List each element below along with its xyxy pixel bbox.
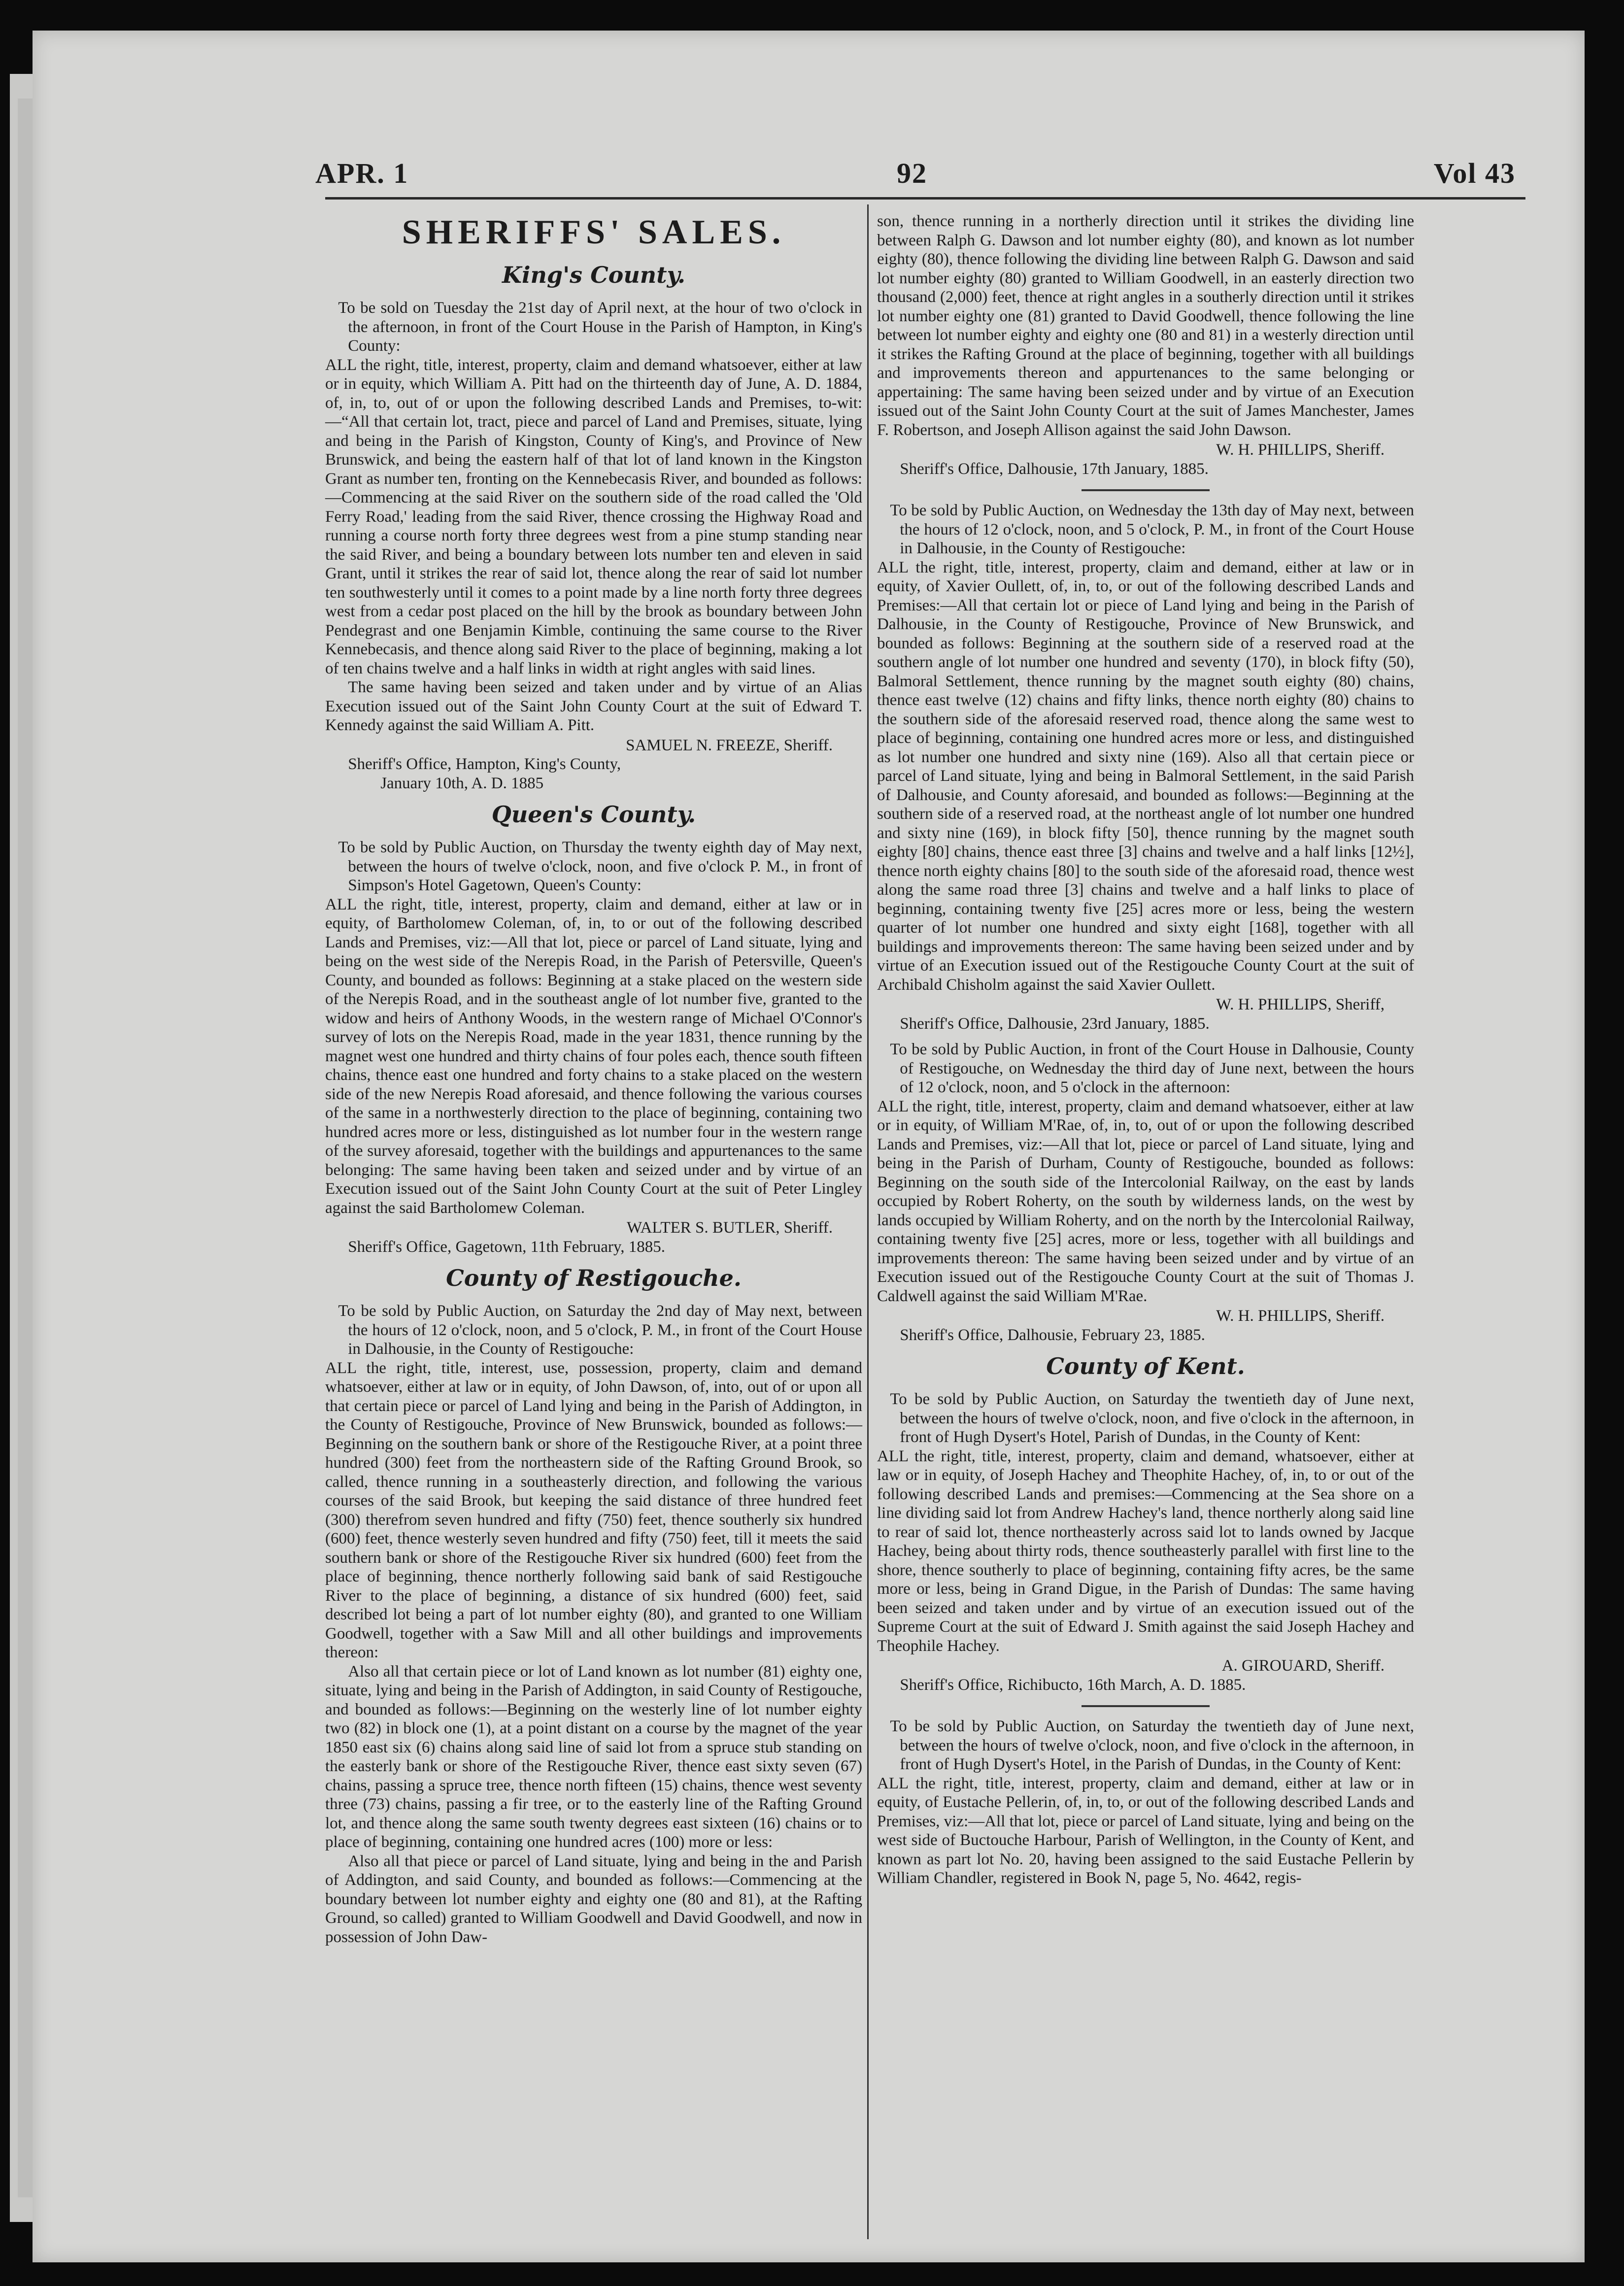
notice-body: ALL the right, title, interest, property, claim and demand whatsoever, either at law or in equity, of William M'Rae, of, in, to, out of or upon the following described Lands and Premises, viz:—All that lot, piece or parcel of Land situate, lying and being in the Parish of Durham, County of Restigouche, bounded as follows: Beginning on the south side of the Intercolonial Railway, on the east by lands occupied by Robert Roherty, on the south by wilderness lands, on the west by lands occupied by William Roherty, and on the north by the Intercolonial Railway, containing twenty five [25] acres, more or less, together with all buildings and improvements thereon: The same having been seized under and by virtue of an Execution issued out of the Restigouche County Court at the suit of Thomas J. Caldwell against the said William M'Rae.: [877, 1097, 1414, 1305]
sheriff-signature: W. H. PHILLIPS, Sheriff.: [1216, 441, 1385, 459]
sheriff-signature: A. GIROUARD, Sheriff.: [1221, 1657, 1385, 1675]
dawson-notice-continued: [877, 212, 1414, 478]
hachey-notice: [877, 1390, 1414, 1694]
notice-lead: To be sold by Public Auction, on Thursday the twenty eighth day of May next, between the hours of twelve o'clock, noon, and five o'clock P. M., in front of Simpson's Hotel Gagetown, Queen's County:: [338, 839, 862, 894]
notice-body: ALL the right, title, interest, use, possession, property, claim and demand whatsoever, either at law or in equity, of John Dawson, of, into, out of or upon all that certain piece or parcel of Land lying and being in the Parish of Addington, in the County of Restigouche, Province of New Brunswick, bounded as follows:—Beginning on the southern bank or shore of the Restigouche River, at a point three hundred (300) feet from the northeastern side of the Rafting Ground Brook, so called, thence running in a southeasterly direction, and following the various courses of the said Brook, but keeping the said distance of three hundred feet (300) therefrom seven hundred and fifty (750) feet, thence southerly six hundred (600) feet, thence westerly seven hundred and fifty (750) feet, till it meets the said southern bank or shore of the Restigouche River six hundred (600) feet from the place of beginning, thence northerly following said bank of said Restigouche River to the place of beginning, a distance of six hundred (600) feet, said described lot being a part of lot number eighty (80), and granted to one William Goodwell, together with a Saw Mill and all other buildings and improvements thereon:: [325, 1359, 862, 1661]
sheriff-office: Sheriff's Office, Dalhousie, February 23, 1885.: [900, 1326, 1205, 1344]
notice-body: ALL the right, title, interest, property, claim and demand, either at law or in equity, of Eustache Pellerin, of, in, to, or out of the following described Lands and Premises, viz:—All that lot, piece or parcel of Land situate, lying and being on the west side of Buctouche Harbour, Parish of Wellington, in the County of Kent, and known as part lot No. 20, having been assigned to the said Eustache Pellerin by William Chandler, registered in Book N, page 5, No. 4642, regis-: [877, 1774, 1414, 1887]
header-date: APR. 1: [315, 157, 409, 189]
sheriff-office: Sheriff's Office, Dalhousie, 17th January, 1885.: [900, 460, 1209, 478]
sheriff-office: Sheriff's Office, Richibucto, 16th March, A. D. 1885.: [900, 1676, 1246, 1694]
notice-lead: To be sold on Tuesday the 21st day of April next, at the hour of two o'clock in the afternoon, in front of the Court House in the Parish of Hampton, in King's County:: [338, 299, 862, 355]
queens-county-notice: [325, 838, 862, 1256]
restigouche-county-heading: County of Restigouche.: [446, 1265, 742, 1291]
notice-body: ALL the right, title, interest, property, claim and demand, either at law or in equity, of Xavier Oullett, of, in, to, or out of the following described Lands and Premises:—All that certain lot or piece of Land lying and being in the Parish of Dalhousie, in the County of Restigouche, Province of New Brunswick, and bounded as follows: Beginning at the southern side of a reserved road at the southern angle of lot number one hundred and seventy (170), in block fifty (50), Balmoral Settlement, thence running by the magnet south eighty (80) chains, thence east twelve (12) chains and fifty links, thence north eighty (80) chains to the southern side of the aforesaid reserved road, thence along the same west to place of beginning, containing one hundred acres more or less, and distinguished as lot number one hundred and sixty nine (169). Also all that certain piece or parcel of Land situate, lying and being in Balmoral Settlement, in the said Parish of Dalhousie, and County aforesaid, and bounded as follows:—Beginning at the southern side of a reserved road, at the northeast angle of lot number one hundred and sixty nine (169), in block fifty [50], thence running by the magnet south eighty [80] chains, thence east three [3] chains and twelve and a half links [12½], thence north eighty chains [80] to the south side of the aforesaid road, thence west along the same road three [3] chains and twelve and a half links to place of beginning, containing twenty five [25] acres more or less, being the western quarter of lot number one hundred and sixty eight [168], together with all buildings and improvements thereon: The same having been seized under and by virtue of an Execution issued out of the Restigouche County Court at the suit of Archibald Chisholm against the said Xavier Oullett.: [877, 558, 1414, 994]
sheriff-office: Sheriff's Office, Dalhousie, 23rd January, 1885.: [900, 1014, 1210, 1033]
sheriff-office: Sheriff's Office, Gagetown, 11th February, 1885.: [348, 1238, 665, 1256]
kings-county-notice: [325, 299, 862, 793]
mcrae-notice: [877, 1040, 1414, 1345]
kings-county-heading: King's County.: [502, 262, 685, 288]
header-rule: [325, 197, 1525, 200]
sheriff-signature: WALTER S. BUTLER, Sheriff.: [627, 1219, 833, 1237]
sheriff-signature: W. H. PHILLIPS, Sheriff,: [1216, 996, 1385, 1013]
notice-body: Also all that certain piece or lot of Land known as lot number (81) eighty one, situate, lying and being in the Parish of Addington, in said County of Restigouche, and bounded as follows:—Beginning on the westerly line of lot number eighty two (82) in block one (1), at a point distant on a course by the magnet of the year 1850 east six (6) chains along said line of said lot from a spruce stub standing on the easterly bank or shore of the Restigouche River, thence east sixty seven (67) chains, passing a spruce tree, thence north fifteen (15) chains, thence west seventy three (73) chains, passing a fir tree, or to the easterly line of the Rafting Ground lot, and thence along the same south twenty degrees east sixteen (16) chains or to place of beginning, containing one hundred acres (100) more or less:: [325, 1662, 862, 1851]
notice-rule: [1082, 1705, 1210, 1707]
header-page-number: 92: [897, 157, 927, 189]
pellerin-notice: [877, 1717, 1414, 1888]
notice-lead: To be sold by Public Auction, on Saturday the 2nd day of May next, between the hours of 12 o'clock, noon, and 5 o'clock, P. M., in front of the Court House in Dalhousie, in the County of Restigouche:: [338, 1302, 862, 1358]
queens-county-heading: Queen's County.: [491, 801, 696, 828]
masthead-title: SHERIFFS' SALES.: [402, 213, 786, 251]
notice-date: January 10th, A. D. 1885: [380, 774, 544, 792]
notice-body: ALL the right, title, interest, property, claim and demand, whatsoever, either at law or in equity, of Joseph Hachey and Theophite Hachey, of, in, to or out of the following described Lands and premises:—Commencing at the Sea shore on a line dividing said lot from Andrew Hachey's land, thence northerly along said line to rear of said lot, thence northeasterly across said lot to lands owned by Jacque Hachey, being about thirty rods, thence southeasterly parallel with first line to the shore, thence southerly to place of beginning, containing fifty acres, be the same more or less, being in Grand Digue, in the Parish of Dundas: The same having been seized and taken under and by virtue of an execution issued out of the Supreme Court at the suit of Edward J. Smith against the said Joseph Hachey and Theophile Hachey.: [877, 1447, 1414, 1655]
restigouche-county-notice: [325, 1302, 862, 1947]
sheriff-office: Sheriff's Office, Hampton, King's County,: [348, 755, 621, 773]
left-column: [325, 212, 862, 1947]
notice-lead: To be sold by Public Auction, on Wednesday the 13th day of May next, between the hours of 12 o'clock, noon, and 5 o'clock, P. M., in front of the Court House in Dalhousie, in the County of Restigouche:: [890, 502, 1414, 557]
column-divider: [867, 204, 869, 2239]
notice-body: The same having been seized and taken under and by virtue of an Alias Execution issued out of the Saint John County Court at the suit of Edward T. Kennedy against the said William A. Pitt.: [325, 678, 862, 734]
header-volume: Vol 43: [1433, 157, 1516, 189]
notice-body: son, thence running in a northerly direction until it strikes the dividing line between Ralph G. Dawson and lot number eighty (80), and known as lot number eighty (80), thence following the dividing line between Ralph G. Dawson and said lot number eighty (80) granted to William Goodwell, in an easterly direction two thousand (2,000) feet, thence at right angles in a southerly direction until it strikes lot number eighty one (81) granted to David Goodwell, thence following the line between lot number eighty and eighty one (80 and 81) in a westerly direction until it strikes the Rafting Ground at the place of beginning, together with all buildings and improvements thereon and appurtenances to the same belonging or appertaining: The same having been seized under and by virtue of an Execution issued out of the Saint John County Court at the suit of James Manchester, James F. Robertson, and Joseph Allison against the said John Dawson.: [877, 212, 1414, 439]
notice-lead: To be sold by Public Auction, on Saturday the twentieth day of June next, between the hours of twelve o'clock, noon, and five o'clock in the afternoon, in front of Hugh Dysert's Hotel, Parish of Dundas, in the County of Kent:: [890, 1390, 1414, 1446]
sheriff-signature: W. H. PHILLIPS, Sheriff.: [1216, 1307, 1385, 1325]
notice-rule: [1082, 489, 1210, 491]
notice-lead: To be sold by Public Auction, in front of the Court House in Dalhousie, County of Restigouche, on Wednesday the third day of June next, between the hours of 12 o'clock, noon, and 5 o'clock in the afternoon:: [890, 1041, 1414, 1096]
kent-county-heading: County of Kent.: [1046, 1353, 1245, 1379]
notice-body: Also all that piece or parcel of Land situate, lying and being in the and Parish of Addington, and said County, and bounded as follows:—Commencing at the boundary between lot number eighty and eighty one (80 and 81), at the Rafting Ground, so called) granted to William Goodwell and David Goodwell, and now in possession of John Daw-: [325, 1852, 862, 1946]
oullett-notice: [877, 501, 1414, 1033]
sheriff-signature: SAMUEL N. FREEZE, Sheriff.: [626, 736, 833, 754]
page-edge-inner: [18, 99, 34, 2197]
right-column: [877, 212, 1414, 1888]
notice-body: ALL the right, title, interest, property, claim and demand, either at law or in equity, of Bartholomew Coleman, of, in, to or out of the following described Lands and Premises, viz:—All that lot, piece or parcel of Land situate, lying and being on the west side of the Nerepis Road, in the Parish of Petersville, Queen's County, and bounded as follows: Beginning at a stake placed on the western side of the Nerepis Road, and in the southeast angle of lot number five, granted to the widow and heirs of Anthony Woods, in the western range of Michael O'Connor's survey of lots on the Nerepis Road, made in the year 1831, thence running by the magnet west one hundred and thirty chains of four poles each, thence south fifteen chains, thence east one hundred and forty chains to a stake placed on the western side of the new Nerepis Road aforesaid, and thence following the various courses of the same in a northwesterly direction to the place of beginning, containing two hundred acres more or less, distinguished as lot number four in the western range of the survey aforesaid, together with the buildings and appurtenances to the same belonging: The same having been taken and seized under and by virtue of an Execution issued out of the Saint John County Court at the suit of Peter Lingley against the said Bartholomew Coleman.: [325, 895, 862, 1217]
notice-lead: To be sold by Public Auction, on Saturday the twentieth day of June next, between the hours of twelve o'clock, noon, and five o'clock in the afternoon, in front of Hugh Dysert's Hotel, in the Parish of Dundas, in the County of Kent:: [890, 1717, 1414, 1773]
notice-body: ALL the right, title, interest, property, claim and demand whatsoever, either at law or in equity, which William A. Pitt had on the thirteenth day of June, A. D. 1884, of, in, to, out of or upon the following described Lands and Premises, to-wit:—“All that certain lot, tract, piece and parcel of Land and Premises, situate, lying and being in the Parish of Kingston, County of King's, and Province of New Brunswick, and being the eastern half of that lot of land known in the Kingston Grant as number ten, fronting on the Kennebecasis River, and bounded as follows:—Commencing at the said River on the southern side of the road called the 'Old Ferry Road,' leading from the said River, thence crossing the Highway Road and running a course north forty three degrees west from a pine stump standing near the said River, and being a boundary between lots number ten and eleven in said Grant, until it strikes the rear of said lot, thence along the rear of said lot number ten southwesterly until it comes to a point made by a line north forty three degrees west from a cedar post placed on the hill by the brook as boundary between John Pendegrast and one Benjamin Kimble, continuing the same course to the River Kennebecasis, and thence along said River to the place of beginning, making a lot of ten chains twelve and a half links in width at right angles with said lines.: [325, 356, 862, 677]
